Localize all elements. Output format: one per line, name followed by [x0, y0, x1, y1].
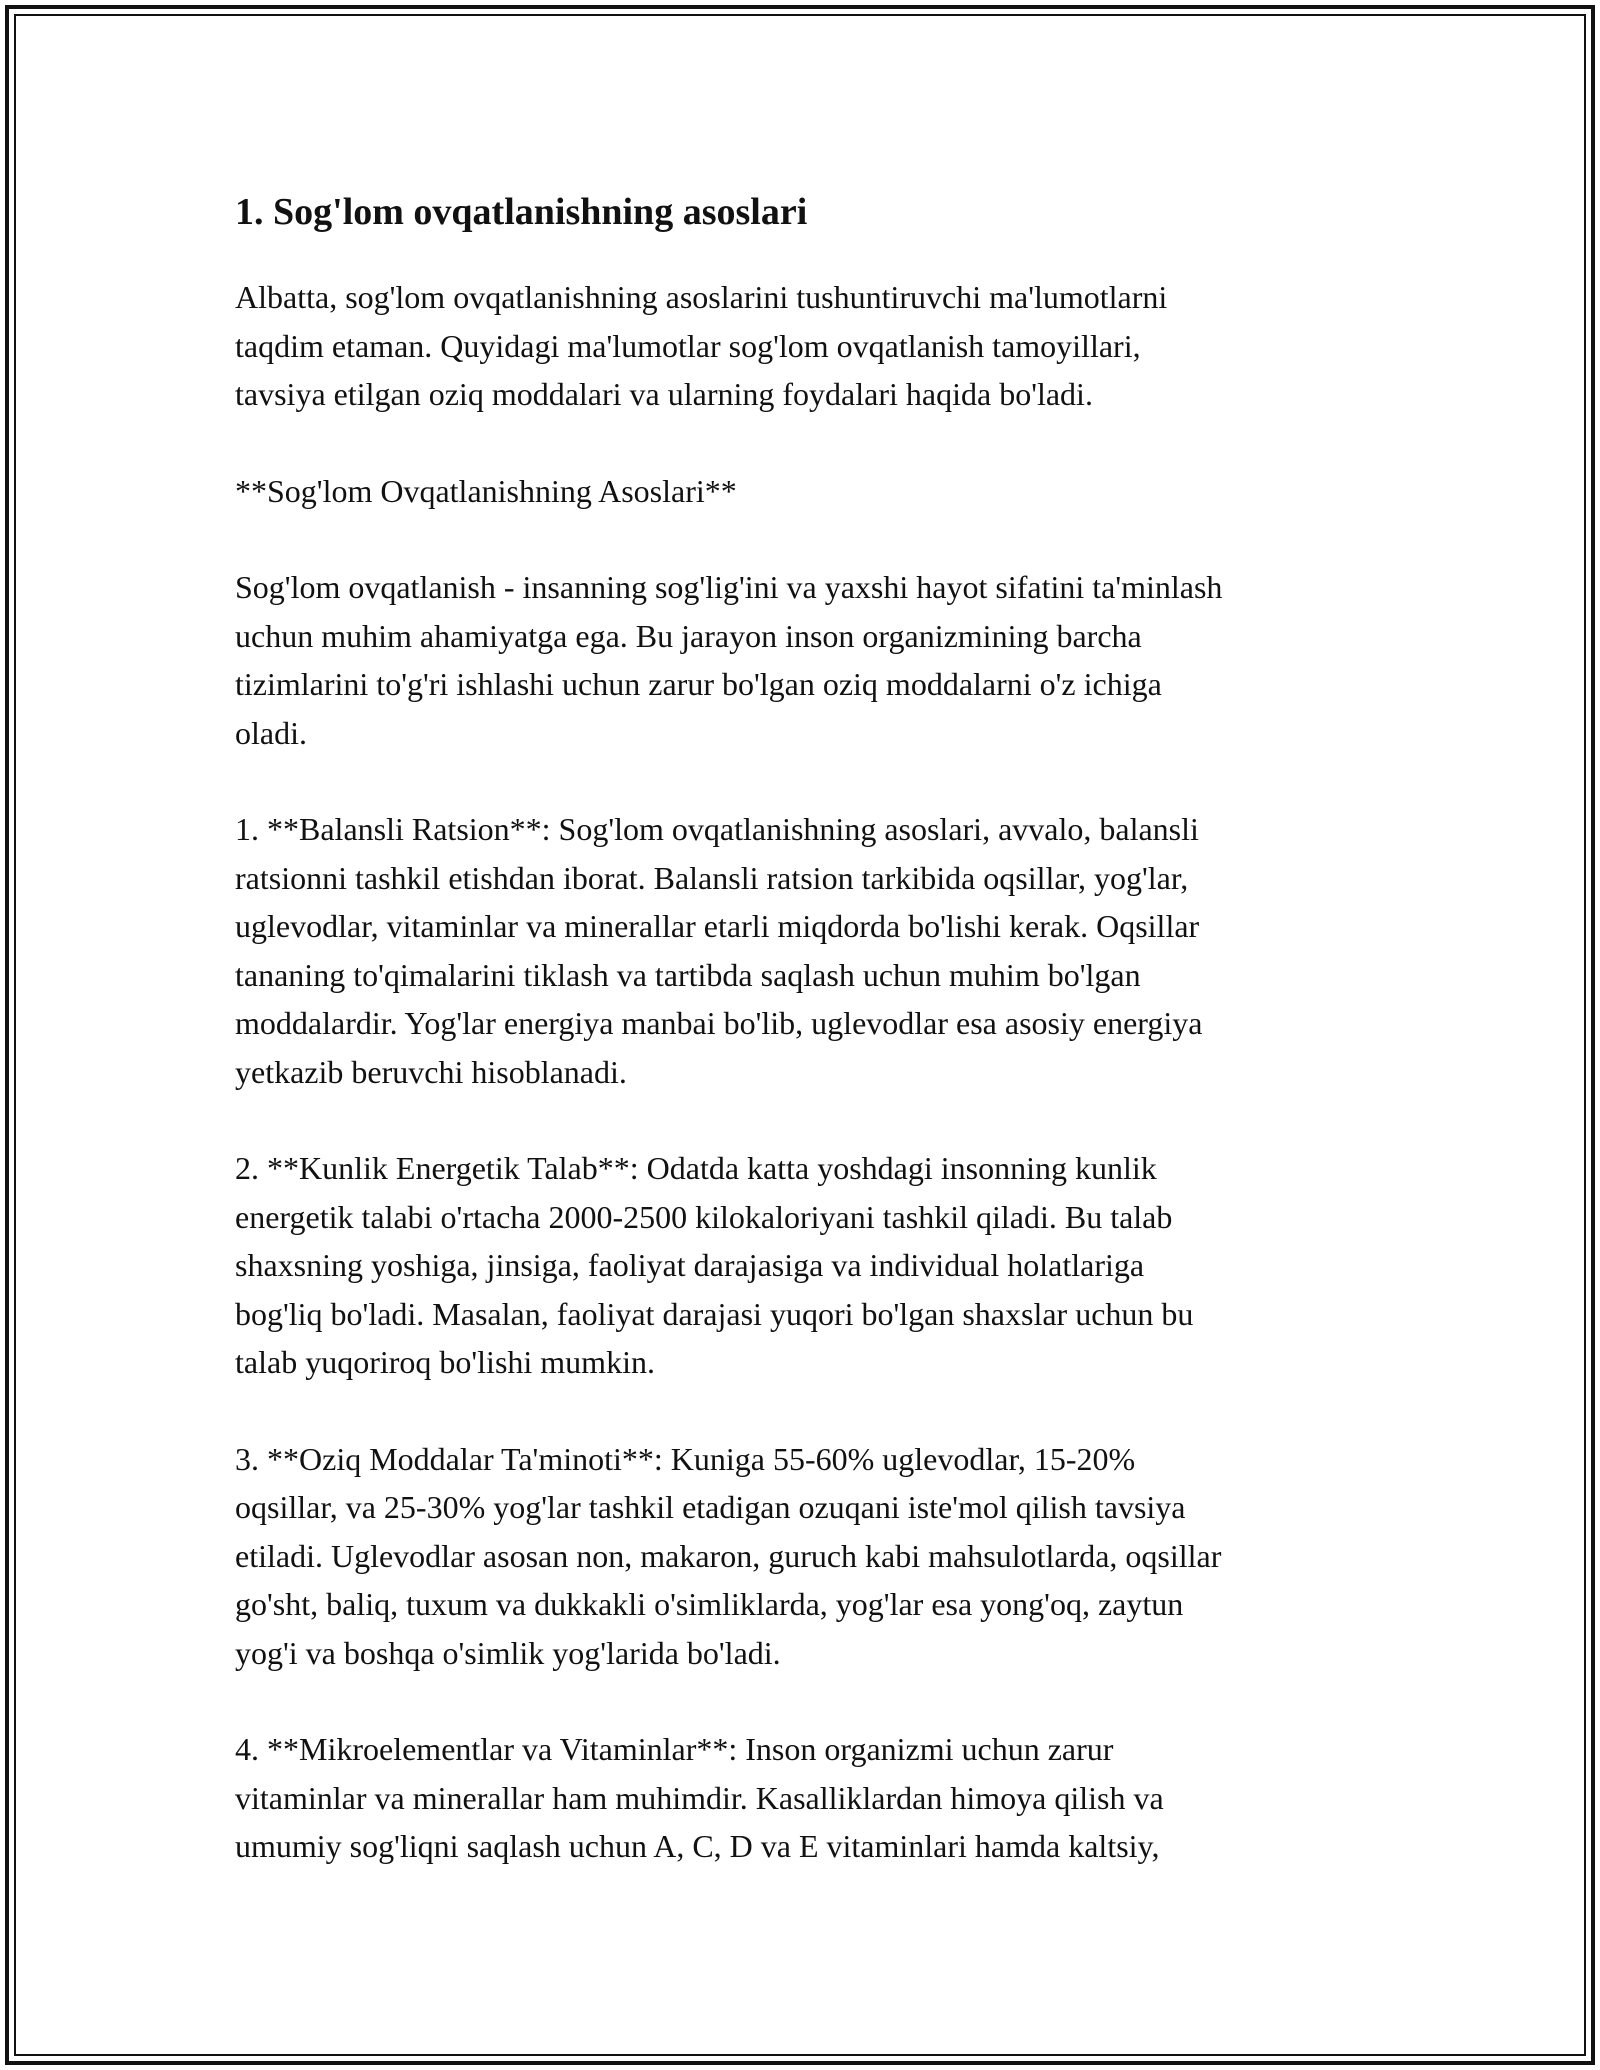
- item-balanced-diet-paragraph: 1. **Balansli Ratsion**: Sog'lom ovqatlanishning asoslari, avvalo, balansli ratsionni tashkil etishdan iborat. Balansli ratsion tarkibida oqsillar, yog'lar, uglevodlar, vitaminlar va minerallar etarli miqdorda bo'lishi kerak. Oqsillar tananing to'qimalarini tiklash va tartibda saqlash uchun muhim bo'lgan moddalardir. Yog'lar energiya manbai bo'lib, uglevodlar esa asosiy energiya yetkazib beruvchi hisoblanadi.: [235, 811, 1203, 1090]
- section-heading-paragraph: **Sog'lom Ovqatlanishning Asoslari**: [235, 472, 737, 509]
- item-daily-energy-paragraph: 2. **Kunlik Energetik Talab**: Odatda katta yoshdagi insonning kunlik energetik talabi o'rtacha 2000-2500 kilokaloriyani tashkil qiladi. Bu talab shaxsning yoshiga, jinsiga, faoliyat darajasiga va individual holatlariga bog'liq bo'ladi. Masalan, faoliyat darajasi yuqori bo'lgan shaxslar uchun bu talab yuqoriroq bo'lishi mumkin.: [235, 1150, 1194, 1380]
- intro-paragraph: Albatta, sog'lom ovqatlanishning asoslarini tushuntiruvchi ma'lumotlarni taqdim etaman. Quyidagi ma'lumotlar sog'lom ovqatlanish tamoyillari, tavsiya etilgan oziq moddalari va ularning foydalari haqida bo'ladi.: [235, 279, 1168, 412]
- definition-paragraph: Sog'lom ovqatlanish - insanning sog'lig'ini va yaxshi hayot sifatini ta'minlash uchun muhim ahamiyatga ega. Bu jarayon inson organizmining barcha tizimlarini to'g'ri ishlashi uchun zarur bo'lgan oziq moddalarni o'z ichiga oladi.: [235, 569, 1223, 751]
- item-micronutrients-paragraph: 4. **Mikroelementlar va Vitaminlar**: Inson organizmi uchun zarur vitaminlar va minerallar ham muhimdir. Kasalliklardan himoya qilish va umumiy sog'liqni saqlash uchun A, C, D va E vitaminlari hamda kaltsiy,: [235, 1731, 1164, 1864]
- document-title: 1. Sog'lom ovqatlanishning asoslari: [235, 191, 808, 233]
- item-nutrient-supply-paragraph: 3. **Oziq Moddalar Ta'minoti**: Kuniga 55-60% uglevodlar, 15-20% oqsillar, va 25-30% yog'lar tashkil etadigan ozuqani iste'mol qilish tavsiya etiladi. Uglevodlar asosan non, makaron, guruch kabi mahsulotlarda, oqsillar go'sht, baliq, tuxum va dukkakli o'simliklarda, yog'lar esa yong'oq, zaytun yog'i va boshqa o'simlik yog'larida bo'ladi.: [235, 1440, 1222, 1671]
- document-body: [235, 185, 1375, 1919]
